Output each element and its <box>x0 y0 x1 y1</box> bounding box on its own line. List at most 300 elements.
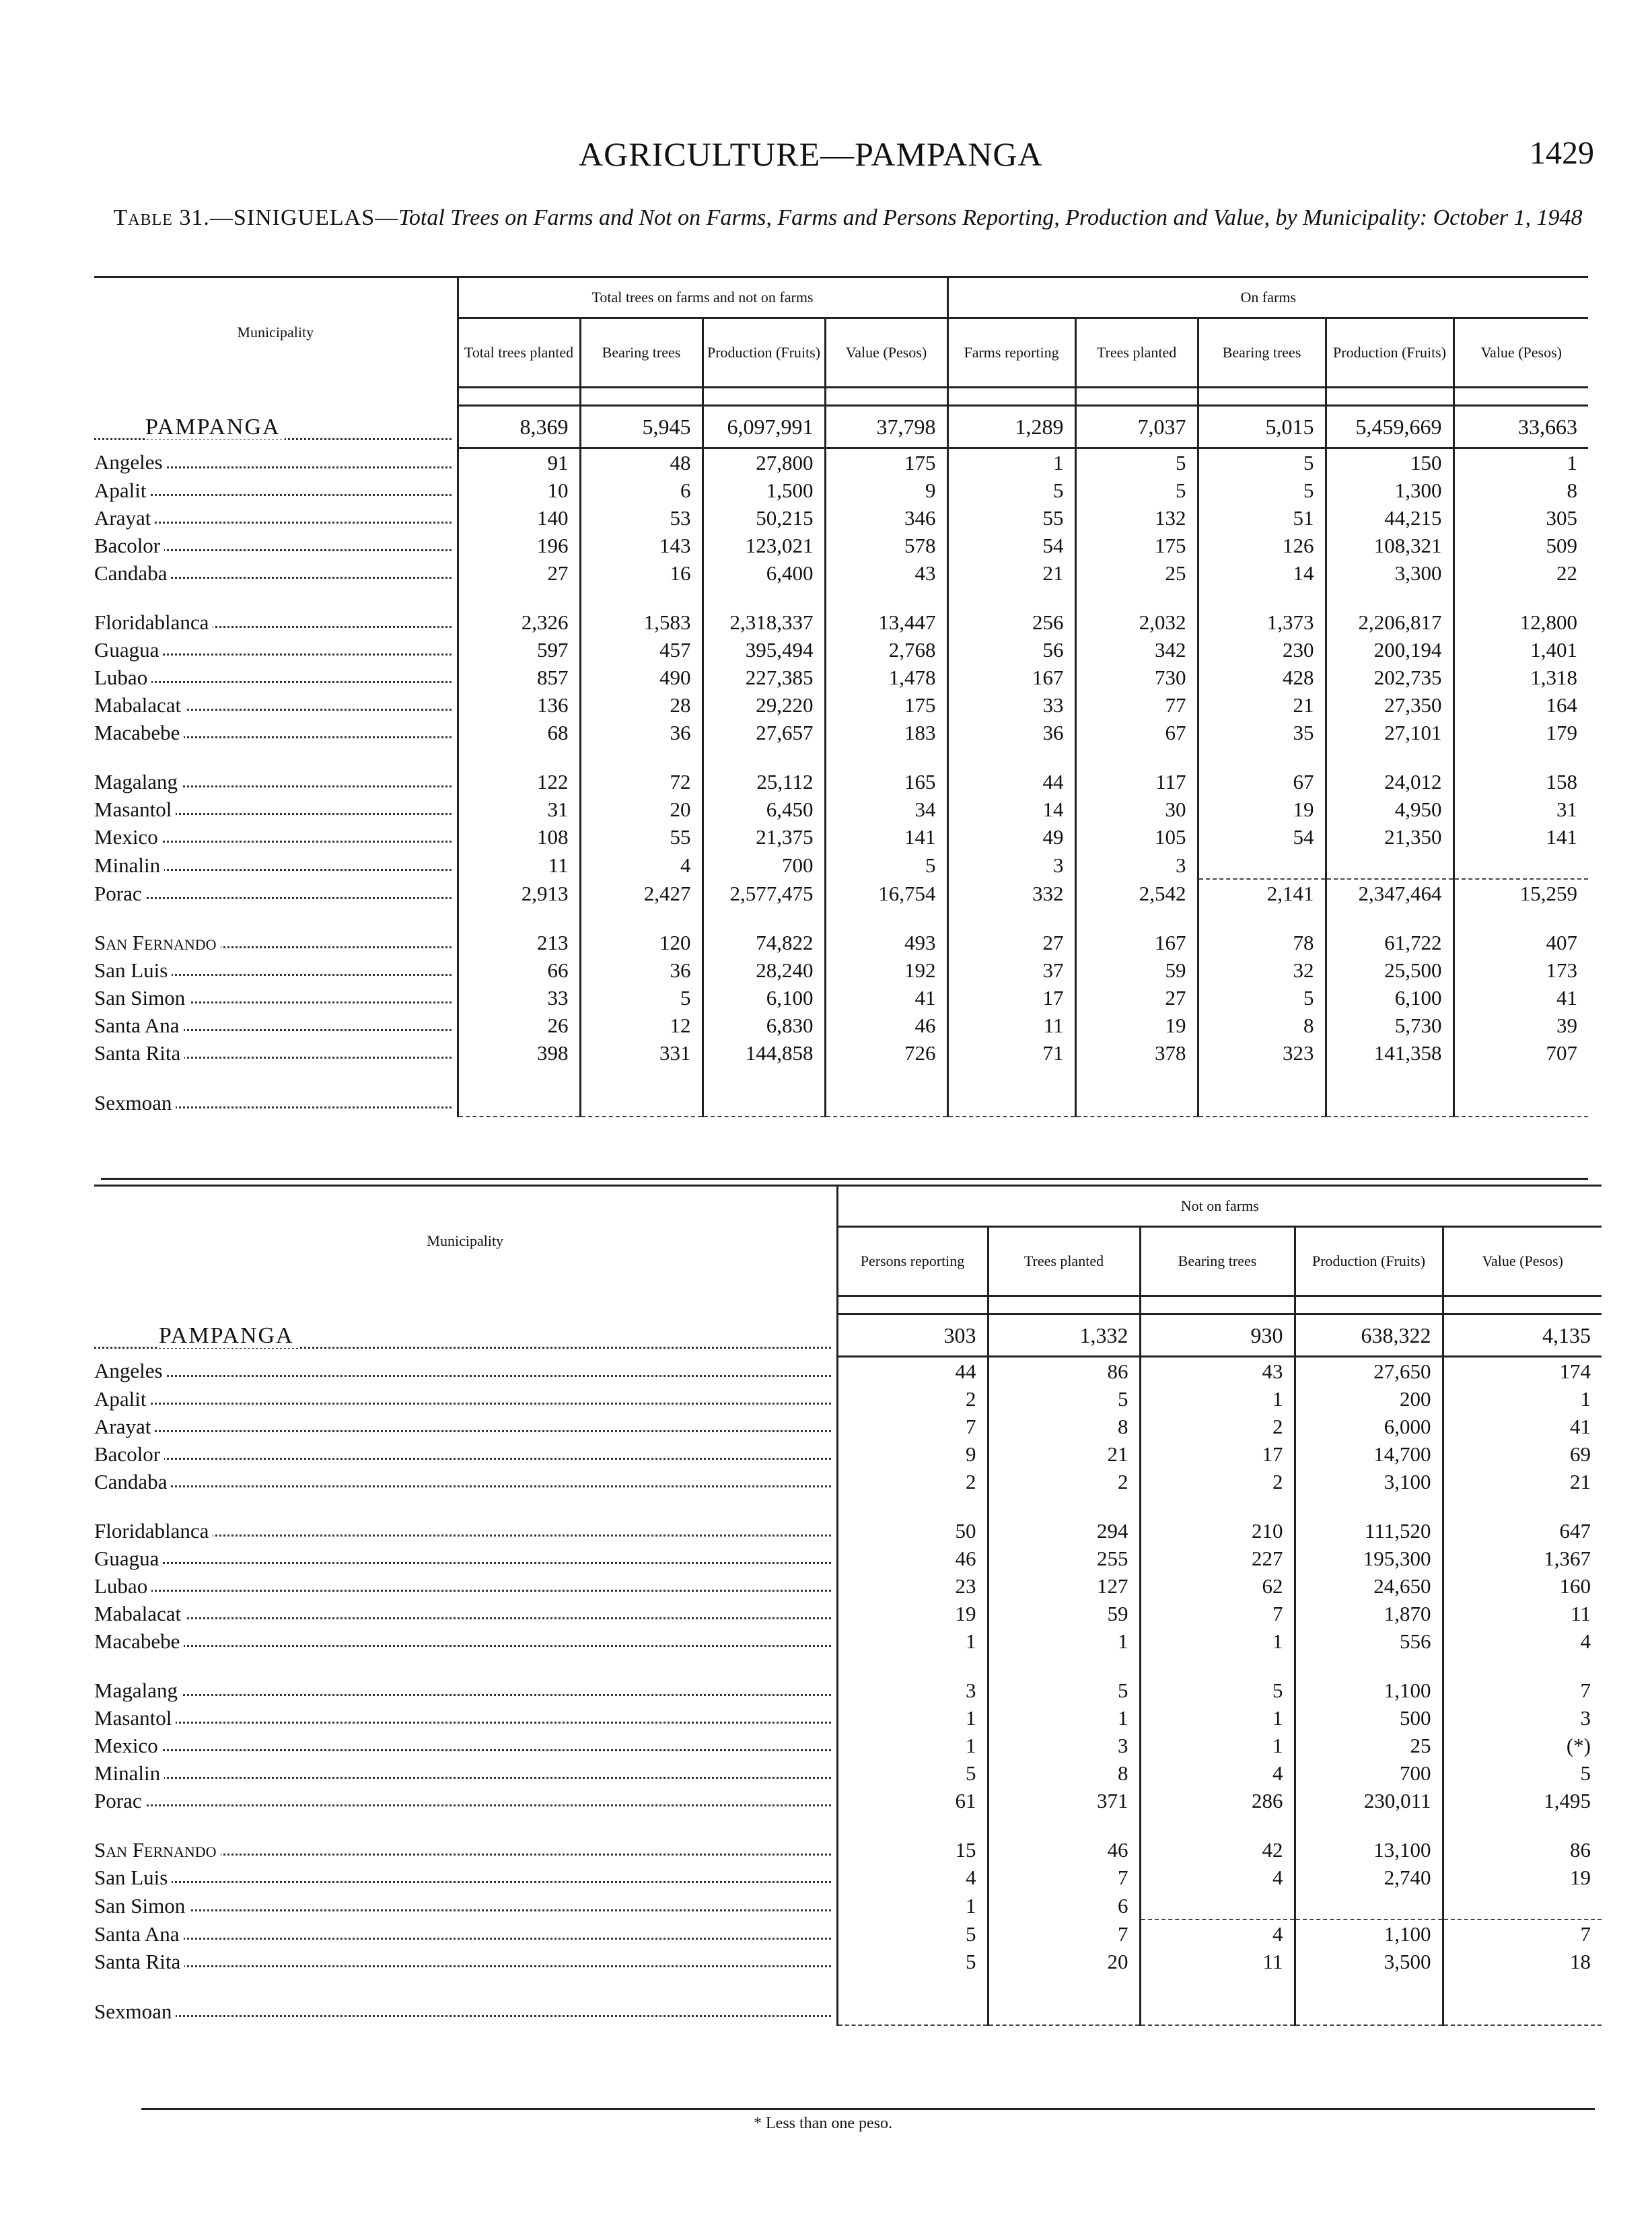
municipality-name: Bacolor <box>94 534 164 557</box>
spacer-cell <box>703 388 825 406</box>
table-row <box>94 929 1588 956</box>
production-cell: 14,700 <box>1295 1440 1443 1468</box>
gap-cell <box>1198 1067 1326 1088</box>
header-spacer-row <box>94 1296 1602 1314</box>
table-row <box>94 1732 1602 1759</box>
table2-body <box>94 1296 1602 2026</box>
farm-value-cell: 12,800 <box>1453 608 1588 636</box>
municipality-name: Porac <box>94 1789 146 1812</box>
farm-value-cell: 31 <box>1453 796 1588 823</box>
value-cell: 160 <box>1443 1572 1602 1600</box>
total-trees-planted-cell: 398 <box>458 1039 580 1067</box>
municipality-cell <box>94 719 458 746</box>
header-farm-bearing-trees: Bearing trees <box>1198 318 1326 388</box>
persons-reporting-cell: 23 <box>837 1572 988 1600</box>
production-cell <box>1295 1997 1443 2025</box>
farms-reporting-cell <box>947 1088 1075 1117</box>
trees-planted-cell: 127 <box>988 1572 1140 1600</box>
gap-cell <box>94 1975 837 1997</box>
farms-reporting-cell: 49 <box>947 823 1075 851</box>
bearing-trees-cell: 7 <box>1140 1600 1295 1627</box>
table-row <box>94 1468 1602 1495</box>
gap-cell <box>837 1975 988 1997</box>
header-bearing-trees: Bearing trees <box>1140 1227 1295 1296</box>
bearing-trees-cell: 42 <box>1140 1836 1295 1864</box>
total-persons-reporting: 303 <box>837 1314 988 1357</box>
farm-production-cell: 141,358 <box>1326 1039 1453 1067</box>
bearing-trees-cell: 53 <box>580 504 703 532</box>
gap-cell <box>94 746 458 768</box>
gap-cell <box>580 907 703 929</box>
farm-bearing-trees-cell: 126 <box>1198 532 1326 559</box>
farms-reporting-cell: 54 <box>947 532 1075 559</box>
footnote: * Less than one peso. <box>754 2115 892 2132</box>
spacer-cell <box>1443 1296 1602 1314</box>
production-cell: 6,450 <box>703 796 825 823</box>
value-cell: 13,447 <box>825 608 947 636</box>
total-trees-planted-cell: 136 <box>458 691 580 719</box>
municipality-cell <box>94 1759 837 1787</box>
total-value: 4,135 <box>1443 1314 1602 1357</box>
farm-production-cell: 4,950 <box>1326 796 1453 823</box>
trees-planted-cell: 255 <box>988 1545 1140 1572</box>
total-trees-planted-cell: 196 <box>458 532 580 559</box>
table-row <box>94 1891 1602 1919</box>
municipality-name: Apalit <box>94 479 151 502</box>
bearing-trees-cell: 4 <box>580 851 703 879</box>
production-cell: 2,318,337 <box>703 608 825 636</box>
value-cell: 1,495 <box>1443 1787 1602 1814</box>
farms-reporting-cell: 332 <box>947 879 1075 907</box>
header-persons-reporting: Persons reporting <box>837 1227 988 1296</box>
municipality-cell <box>94 559 458 587</box>
table-row <box>94 719 1588 746</box>
persons-reporting-cell: 46 <box>837 1545 988 1572</box>
trees-planted-cell <box>1075 1088 1198 1117</box>
farm-production-cell: 202,735 <box>1326 664 1453 691</box>
municipality-cell <box>94 1627 837 1655</box>
farm-production-cell: 6,100 <box>1326 984 1453 1012</box>
farms-reporting-cell: 33 <box>947 691 1075 719</box>
group-gap-row <box>94 1814 1602 1836</box>
header-group-on-farms: On farms <box>947 277 1588 318</box>
gap-cell <box>1443 1975 1602 1997</box>
gap-cell <box>458 1067 580 1088</box>
municipality-name: Arayat <box>94 1415 155 1438</box>
bearing-trees-cell: 5 <box>1140 1677 1295 1704</box>
trees-planted-cell: 20 <box>988 1948 1140 1975</box>
trees-planted-cell: 117 <box>1075 768 1198 796</box>
bearing-trees-cell: 210 <box>1140 1517 1295 1545</box>
value-cell: 86 <box>1443 1836 1602 1864</box>
value-cell: 2,768 <box>825 636 947 664</box>
value-cell: 165 <box>825 768 947 796</box>
total-trees-planted-cell: 10 <box>458 477 580 504</box>
persons-reporting-cell: 1 <box>837 1732 988 1759</box>
trees-planted-cell: 5 <box>1075 477 1198 504</box>
farm-production-cell: 2,206,817 <box>1326 608 1453 636</box>
production-cell: 13,100 <box>1295 1836 1443 1864</box>
gap-cell <box>94 1814 837 1836</box>
value-cell: 41 <box>825 984 947 1012</box>
farm-bearing-trees-cell: 323 <box>1198 1039 1326 1067</box>
farm-production-cell <box>1326 851 1453 879</box>
production-cell: 1,500 <box>703 477 825 504</box>
total-trees-planted-cell: 140 <box>458 504 580 532</box>
table-row <box>94 1385 1602 1413</box>
value-cell: 21 <box>1443 1468 1602 1495</box>
production-cell: 395,494 <box>703 636 825 664</box>
municipality-name: Santa Ana <box>94 1922 184 1946</box>
table-row <box>94 1919 1602 1948</box>
farm-production-cell <box>1326 1088 1453 1117</box>
production-cell: 50,215 <box>703 504 825 532</box>
table-row <box>94 532 1588 559</box>
bearing-trees-cell: 2,427 <box>580 879 703 907</box>
production-cell: 28,240 <box>703 956 825 984</box>
table-row <box>94 768 1588 796</box>
municipality-name: Mabalacat <box>94 1602 185 1625</box>
production-cell: 2,740 <box>1295 1864 1443 1891</box>
spacer-cell <box>1326 388 1453 406</box>
gap-cell <box>1326 587 1453 608</box>
total-trees-planted-cell: 213 <box>458 929 580 956</box>
value-cell: 46 <box>825 1012 947 1039</box>
header-municipality: Municipality <box>94 277 458 388</box>
farm-production-cell: 5,730 <box>1326 1012 1453 1039</box>
header-farm-production: Production (Fruits) <box>1326 318 1453 388</box>
production-cell: 27,800 <box>703 448 825 477</box>
persons-reporting-cell: 1 <box>837 1704 988 1732</box>
table-row <box>94 1545 1602 1572</box>
persons-reporting-cell: 3 <box>837 1677 988 1704</box>
table-row <box>94 1836 1602 1864</box>
gap-cell <box>1140 1655 1295 1677</box>
farms-reporting-cell: 27 <box>947 929 1075 956</box>
farm-production-cell: 150 <box>1326 448 1453 477</box>
bearing-trees-cell: 1,583 <box>580 608 703 636</box>
farm-production-cell: 1,300 <box>1326 477 1453 504</box>
page-title: AGRICULTURE—PAMPANGA <box>579 135 1043 173</box>
table-row <box>94 1759 1602 1787</box>
production-cell: 111,520 <box>1295 1517 1443 1545</box>
value-cell <box>1443 1997 1602 2025</box>
gap-cell <box>825 746 947 768</box>
total-bearing-trees: 930 <box>1140 1314 1295 1357</box>
municipality-cell <box>94 984 458 1012</box>
bearing-trees-cell <box>1140 1891 1295 1919</box>
trees-planted-cell: 77 <box>1075 691 1198 719</box>
province-name: PAMPANGA <box>145 415 285 439</box>
trees-planted-cell: 5 <box>988 1677 1140 1704</box>
value-cell: 174 <box>1443 1357 1602 1386</box>
value-cell: 9 <box>825 477 947 504</box>
production-cell: 27,650 <box>1295 1357 1443 1386</box>
value-cell: 41 <box>1443 1413 1602 1440</box>
table-row <box>94 664 1588 691</box>
farm-value-cell: 509 <box>1453 532 1588 559</box>
gap-cell <box>1326 907 1453 929</box>
persons-reporting-cell: 50 <box>837 1517 988 1545</box>
trees-planted-cell: 2 <box>988 1468 1140 1495</box>
municipality-cell <box>94 1836 837 1864</box>
spacer-cell <box>947 388 1075 406</box>
gap-cell <box>1326 1067 1453 1088</box>
gap-cell <box>1295 1814 1443 1836</box>
bearing-trees-cell: 2 <box>1140 1413 1295 1440</box>
trees-planted-cell: 2,542 <box>1075 879 1198 907</box>
farm-bearing-trees-cell: 8 <box>1198 1012 1326 1039</box>
production-cell: 24,650 <box>1295 1572 1443 1600</box>
municipality-cell <box>94 1039 458 1067</box>
bearing-trees-cell: 16 <box>580 559 703 587</box>
farm-production-cell: 24,012 <box>1326 768 1453 796</box>
production-cell: 1,100 <box>1295 1677 1443 1704</box>
municipality-cell <box>94 664 458 691</box>
farm-production-cell: 61,722 <box>1326 929 1453 956</box>
farms-reporting-cell: 256 <box>947 608 1075 636</box>
table-caption <box>94 203 1602 233</box>
bearing-trees-cell: 55 <box>580 823 703 851</box>
production-cell: 700 <box>1295 1759 1443 1787</box>
municipality-cell <box>94 1468 837 1495</box>
bearing-trees-cell: 286 <box>1140 1787 1295 1814</box>
table-row <box>94 504 1588 532</box>
municipality-name: Guagua <box>94 638 163 662</box>
farm-production-cell: 108,321 <box>1326 532 1453 559</box>
farms-reporting-cell: 55 <box>947 504 1075 532</box>
farms-reporting-cell: 37 <box>947 956 1075 984</box>
gap-cell <box>947 587 1075 608</box>
value-cell: 19 <box>1443 1864 1602 1891</box>
municipality-cell <box>94 691 458 719</box>
trees-planted-cell: 6 <box>988 1891 1140 1919</box>
value-cell <box>825 1088 947 1117</box>
farm-value-cell: 173 <box>1453 956 1588 984</box>
municipality-cell <box>94 1572 837 1600</box>
farm-value-cell: 22 <box>1453 559 1588 587</box>
gap-cell <box>837 1814 988 1836</box>
municipality-cell <box>94 608 458 636</box>
gap-cell <box>988 1495 1140 1517</box>
farm-bearing-trees-cell: 51 <box>1198 504 1326 532</box>
value-cell: 34 <box>825 796 947 823</box>
production-cell: 230,011 <box>1295 1787 1443 1814</box>
municipality-cell <box>94 1732 837 1759</box>
table-row <box>94 1440 1602 1468</box>
total-row <box>94 1314 1602 1357</box>
table-row <box>94 823 1588 851</box>
group-gap-row <box>94 1067 1588 1088</box>
trees-planted-cell: 378 <box>1075 1039 1198 1067</box>
gap-cell <box>580 587 703 608</box>
persons-reporting-cell: 9 <box>837 1440 988 1468</box>
total-farm-bearing-trees: 5,015 <box>1198 406 1326 448</box>
value-cell: 3 <box>1443 1704 1602 1732</box>
farm-value-cell: 179 <box>1453 719 1588 746</box>
municipality-name: Sexmoan <box>94 2000 176 2023</box>
value-cell: 1 <box>1443 1385 1602 1413</box>
gap-cell <box>1326 746 1453 768</box>
bearing-trees-cell: 331 <box>580 1039 703 1067</box>
trees-planted-cell: 67 <box>1075 719 1198 746</box>
production-cell: 25 <box>1295 1732 1443 1759</box>
farms-reporting-cell: 14 <box>947 796 1075 823</box>
municipality-cell <box>94 1864 837 1891</box>
gap-cell <box>1075 587 1198 608</box>
spacer-cell <box>825 388 947 406</box>
gap-cell <box>1075 746 1198 768</box>
municipality-name: Angeles <box>94 1359 167 1382</box>
bearing-trees-cell: 4 <box>1140 1919 1295 1948</box>
total-production: 638,322 <box>1295 1314 1443 1357</box>
group-gap-row <box>94 1495 1602 1517</box>
farm-value-cell: 158 <box>1453 768 1588 796</box>
trees-planted-cell: 105 <box>1075 823 1198 851</box>
header-trees-planted: Trees planted <box>1075 318 1198 388</box>
header-municipality: Municipality <box>94 1186 837 1296</box>
gap-cell <box>458 746 580 768</box>
municipality-name: Santa Rita <box>94 1041 184 1065</box>
gap-cell <box>580 1067 703 1088</box>
farms-reporting-cell: 11 <box>947 1012 1075 1039</box>
trees-planted-cell: 2,032 <box>1075 608 1198 636</box>
production-cell: 6,000 <box>1295 1413 1443 1440</box>
total-trees-planted-cell: 11 <box>458 851 580 879</box>
table-row <box>94 1413 1602 1440</box>
municipality-name: Apalit <box>94 1387 151 1411</box>
value-cell: 578 <box>825 532 947 559</box>
table-row <box>94 1088 1588 1117</box>
bearing-trees-cell: 490 <box>580 664 703 691</box>
farm-bearing-trees-cell: 5 <box>1198 984 1326 1012</box>
spacer-cell <box>1140 1296 1295 1314</box>
header-value: Value (Pesos) <box>1443 1227 1602 1296</box>
municipality-cell <box>94 1413 837 1440</box>
municipality-name: Arayat <box>94 506 155 530</box>
production-cell: 21,375 <box>703 823 825 851</box>
trees-planted-cell: 25 <box>1075 559 1198 587</box>
trees-planted-cell: 59 <box>988 1600 1140 1627</box>
municipality-cell <box>94 1088 458 1117</box>
total-trees-planted-cell: 26 <box>458 1012 580 1039</box>
gap-cell <box>947 907 1075 929</box>
farms-reporting-cell: 3 <box>947 851 1075 879</box>
municipality-name: Santa Rita <box>94 1950 184 1973</box>
group-gap-row <box>94 1655 1602 1677</box>
trees-planted-cell: 59 <box>1075 956 1198 984</box>
trees-planted-cell: 8 <box>988 1759 1140 1787</box>
table-row <box>94 1704 1602 1732</box>
bearing-trees-cell: 6 <box>580 477 703 504</box>
table-row <box>94 1357 1602 1386</box>
gap-cell <box>1198 907 1326 929</box>
trees-planted-cell: 27 <box>1075 984 1198 1012</box>
gap-cell <box>1295 1975 1443 1997</box>
persons-reporting-cell: 15 <box>837 1836 988 1864</box>
table-row <box>94 636 1588 664</box>
table-row <box>94 1039 1588 1067</box>
spacer-cell <box>1075 388 1198 406</box>
trees-planted-cell: 19 <box>1075 1012 1198 1039</box>
gap-cell <box>1198 587 1326 608</box>
table-row <box>94 691 1588 719</box>
value-cell <box>1443 1891 1602 1919</box>
group-gap-row <box>94 587 1588 608</box>
gap-cell <box>94 1655 837 1677</box>
trees-planted-cell: 132 <box>1075 504 1198 532</box>
gap-cell <box>825 587 947 608</box>
gap-cell <box>1453 1067 1588 1088</box>
farm-value-cell: 1 <box>1453 448 1588 477</box>
value-cell: 1,367 <box>1443 1545 1602 1572</box>
gap-cell <box>1453 587 1588 608</box>
farm-bearing-trees-cell: 230 <box>1198 636 1326 664</box>
bearing-trees-cell: 36 <box>580 719 703 746</box>
gap-cell <box>825 907 947 929</box>
farm-production-cell: 25,500 <box>1326 956 1453 984</box>
total-farms-reporting: 1,289 <box>947 406 1075 448</box>
total-trees-planted: 7,037 <box>1075 406 1198 448</box>
value-cell: 647 <box>1443 1517 1602 1545</box>
municipality-name: San Simon <box>94 1894 189 1917</box>
municipality-name: San Fernando <box>94 931 221 954</box>
spacer-cell <box>837 1296 988 1314</box>
gap-cell <box>1075 907 1198 929</box>
header-production: Production (Fruits) <box>1295 1227 1443 1296</box>
value-cell: 726 <box>825 1039 947 1067</box>
gap-cell <box>94 1067 458 1088</box>
bearing-trees-cell: 4 <box>1140 1864 1295 1891</box>
gap-cell <box>988 1814 1140 1836</box>
total-trees-planted-cell: 91 <box>458 448 580 477</box>
municipality-name: San Luis <box>94 1866 172 1889</box>
trees-planted-cell: 46 <box>988 1836 1140 1864</box>
total-trees-planted-cell: 27 <box>458 559 580 587</box>
value-cell: 16,754 <box>825 879 947 907</box>
production-cell: 6,400 <box>703 559 825 587</box>
municipality-cell <box>94 879 458 907</box>
group-gap-row <box>94 746 1588 768</box>
total-trees-planted: 1,332 <box>988 1314 1140 1357</box>
total-trees-planted-cell: 33 <box>458 984 580 1012</box>
gap-cell <box>703 587 825 608</box>
bearing-trees-cell: 1 <box>1140 1385 1295 1413</box>
farm-production-cell: 44,215 <box>1326 504 1453 532</box>
persons-reporting-cell: 19 <box>837 1600 988 1627</box>
header-production: Production (Fruits) <box>703 318 825 388</box>
production-cell: 3,500 <box>1295 1948 1443 1975</box>
farm-bearing-trees-cell <box>1198 851 1326 879</box>
gap-cell <box>1443 1655 1602 1677</box>
farm-bearing-trees-cell: 5 <box>1198 477 1326 504</box>
persons-reporting-cell: 2 <box>837 1385 988 1413</box>
gap-cell <box>1443 1495 1602 1517</box>
bearing-trees-cell: 1 <box>1140 1732 1295 1759</box>
spacer-cell <box>1198 388 1326 406</box>
gap-cell <box>1295 1655 1443 1677</box>
farm-production-cell: 27,101 <box>1326 719 1453 746</box>
production-cell <box>1295 1891 1443 1919</box>
total-trees-planted-cell: 597 <box>458 636 580 664</box>
spacer-cell <box>580 388 703 406</box>
farms-reporting-cell: 44 <box>947 768 1075 796</box>
header-group-not-on-farms: Not on farms <box>837 1186 1602 1227</box>
production-cell: 1,100 <box>1295 1919 1443 1948</box>
farm-value-cell: 1,401 <box>1453 636 1588 664</box>
table-description: Total Trees on Farms and Not on Farms, Farms and Persons Reporting, Production and Value, by Municipality: October 1, 1948 <box>398 205 1583 230</box>
total-farm-value: 33,663 <box>1453 406 1588 448</box>
